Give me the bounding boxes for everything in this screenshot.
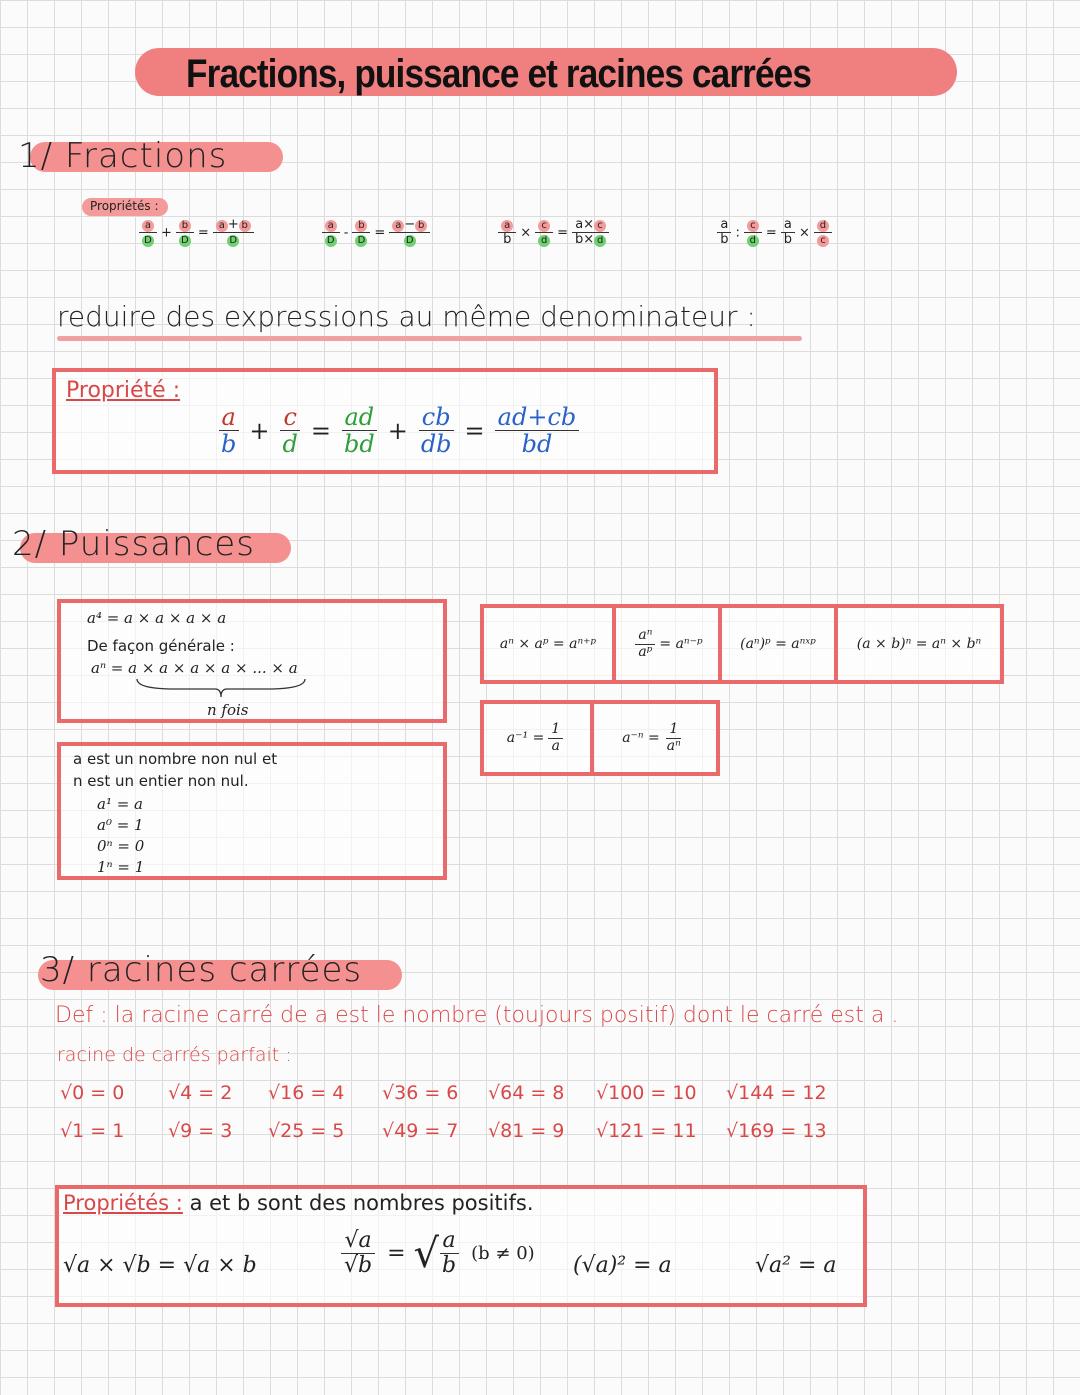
prop-addition: $\frac{a}{D}$ + $\frac{b}{D}$ = $\frac{a + b}{D}$ — [135, 218, 258, 248]
rule-item: 1ⁿ = 1 — [97, 858, 145, 876]
perfect-squares-label: racine de carrés parfait : — [57, 1044, 292, 1066]
same-denominator-formula: $\frac{a}{b}$ + $\frac{c}{d}$ = $\frac{ad}{bd}$ + $\frac{cb}{db}$ = $\frac{ad+cb}{bd}$ — [214, 404, 583, 458]
brace-icon — [135, 677, 307, 699]
nonzero-condition: a est un nombre non nul et — [73, 750, 278, 768]
general-label: De façon générale : — [87, 637, 235, 655]
rule-item: a⁰ = 1 — [97, 816, 144, 834]
inverse-rule: a⁻¹ = $\frac{1}{a}$ — [484, 704, 594, 772]
root-value: √36 = 6 — [382, 1082, 459, 1104]
brace-label: n fois — [207, 701, 249, 719]
power-general-formula: aⁿ = a × a × a × a × ... × a — [91, 659, 298, 677]
root-value: √4 = 2 — [168, 1082, 233, 1104]
root-value: √169 = 13 — [726, 1120, 827, 1142]
power-of-power-rule: (aⁿ)ᵖ = aⁿˣᵖ — [722, 608, 838, 680]
power-definition-box — [57, 599, 447, 723]
special-powers-list — [97, 794, 144, 878]
square-root-of-square-rule: √a² = a — [755, 1253, 837, 1278]
page-title: Fractions, puissance et racines carrées — [186, 52, 812, 96]
fraction-property-box — [52, 368, 718, 474]
root-value: √49 = 7 — [382, 1120, 459, 1142]
quotient-rule: $\frac{\text{aⁿ}}{\text{aᵖ}}$ = aⁿ⁻ᵖ — [616, 608, 722, 680]
power-rules-box — [57, 742, 447, 880]
prop-box-label: Propriété : — [66, 378, 181, 403]
root-value: √0 = 0 — [60, 1082, 125, 1104]
section1-heading: 1/ Fractions — [18, 136, 228, 176]
power-example: a⁴ = a × a × a × a — [87, 609, 227, 627]
product-rule: aⁿ × aᵖ = aⁿ⁺ᵖ — [484, 608, 616, 680]
root-square-rule: (√a)² = a — [573, 1253, 672, 1278]
root-value: √100 = 10 — [596, 1082, 697, 1104]
rule-item: 0ⁿ = 0 — [97, 837, 145, 855]
power-of-product-rule: (a × b)ⁿ = aⁿ × bⁿ — [856, 636, 982, 652]
root-value: √9 = 3 — [168, 1120, 233, 1142]
prop-subtraction: $\frac{a}{D}$ - $\frac{b}{D}$ = $\frac{a - b}{D}$ — [318, 218, 435, 248]
section3-heading: 3/ racines carrées — [40, 950, 363, 990]
root-value: √1 = 1 — [60, 1120, 125, 1142]
root-value: √64 = 8 — [488, 1082, 565, 1104]
rule-item: a¹ = a — [97, 795, 144, 813]
negative-exponent-rule: a⁻ⁿ = $\frac{1}{\text{aⁿ}}$ — [622, 721, 681, 754]
root-value: √81 = 9 — [488, 1120, 565, 1142]
root-value: √144 = 12 — [726, 1082, 827, 1104]
root-value: √121 = 11 — [596, 1120, 697, 1142]
props-label: Propriétés : — [90, 199, 159, 213]
power-operations-box — [480, 604, 1004, 684]
root-product-rule: √a × √b = √a × b — [63, 1253, 257, 1278]
fraction-properties-row — [135, 218, 836, 248]
root-value: √25 = 5 — [268, 1120, 345, 1142]
prop-division: $\frac{a}{b}$ : $\frac{c}{d}$ = $\frac{a}{b}$ × $\frac{d}{c}$ — [713, 218, 836, 248]
root-properties-box — [55, 1185, 867, 1307]
integer-condition: n est un entier non nul. — [73, 772, 249, 790]
reduce-heading: reduire des expressions au même denominateur : — [57, 300, 756, 333]
prop-multiplication: $\frac{a}{b}$ × $\frac{c}{d}$ = $\frac{a\times c}{b\times d}$ — [494, 218, 613, 248]
root-quotient-rule: $\frac{√a}{√b}$ = √ $\frac{a}{b}$ (b ≠ 0) — [337, 1229, 535, 1278]
section2-heading: 2/ Puissances — [12, 524, 255, 564]
reduce-underline — [57, 336, 802, 341]
root-value: √16 = 4 — [268, 1082, 345, 1104]
square-root-definition: Def : la racine carré de a est le nombre (toujours positif) dont le carré est a . — [55, 1003, 899, 1028]
negative-power-box — [480, 700, 720, 776]
root-props-header: Propriétés : a et b sont des nombres positifs. — [63, 1191, 534, 1215]
